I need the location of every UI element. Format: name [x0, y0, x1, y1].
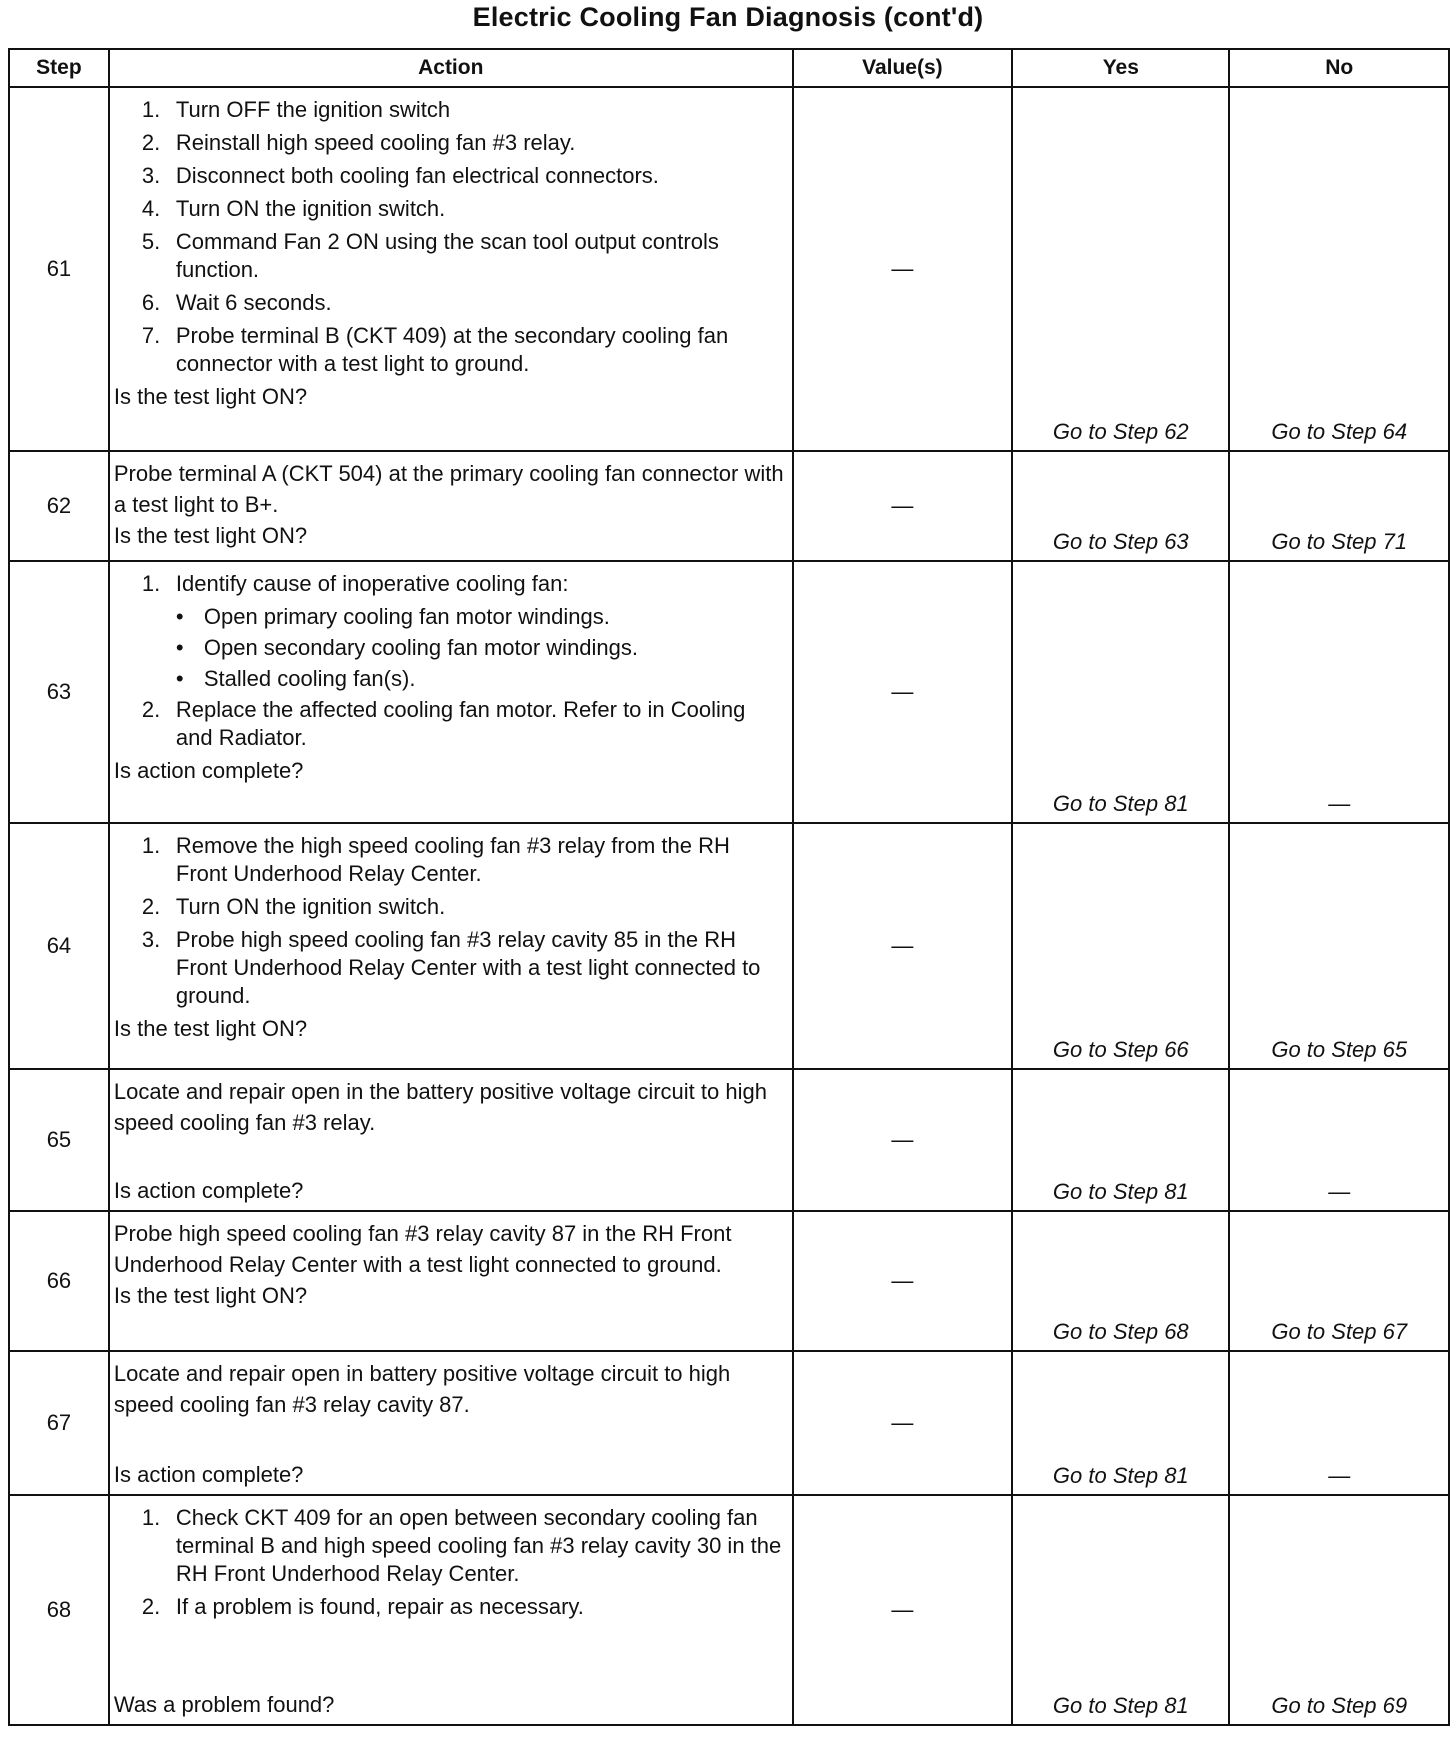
- diagnosis-table: [8, 48, 1450, 1726]
- step-number: 64: [9, 823, 109, 1069]
- action-question: Is the test light ON?: [113, 523, 308, 548]
- table-row: [9, 451, 1449, 561]
- action-item: 6. Wait 6 seconds.: [141, 290, 332, 315]
- action-item: 3. Probe high speed cooling fan #3 relay cavity 85 in the RH Front Underhood Relay Center with a test light connected to ground.: [141, 927, 761, 1008]
- page-title: Electric Cooling Fan Diagnosis (cont'd): [472, 2, 984, 32]
- header-step: Step: [9, 49, 109, 87]
- action-question: Is the test light ON?: [113, 1016, 308, 1041]
- action-cell: [109, 451, 793, 561]
- table-row: [9, 1351, 1449, 1495]
- step-number: 67: [9, 1351, 109, 1495]
- yes-cell: Go to Step 81: [1012, 1495, 1229, 1725]
- value-cell: —: [793, 1495, 1013, 1725]
- table-header-row: [9, 49, 1449, 87]
- table-row: [9, 1495, 1449, 1725]
- no-cell: —: [1229, 1069, 1449, 1211]
- no-cell: Go to Step 71: [1229, 451, 1449, 561]
- header-yes: Yes: [1012, 49, 1229, 87]
- action-item: 1. Check CKT 409 for an open between secondary cooling fan terminal B and high speed cooling fan #3 relay cavity 30 in the RH Front Underhood Relay Center.: [141, 1505, 782, 1586]
- value-cell: —: [793, 87, 1013, 451]
- step-number: 61: [9, 87, 109, 451]
- action-cell: [109, 1351, 793, 1495]
- yes-cell: Go to Step 81: [1012, 561, 1229, 823]
- yes-cell: Go to Step 66: [1012, 823, 1229, 1069]
- action-item: 2. Replace the affected cooling fan motor. Refer to in Cooling and Radiator.: [141, 697, 746, 750]
- action-item: 2. Reinstall high speed cooling fan #3 relay.: [141, 130, 576, 155]
- action-bullet: • Stalled cooling fan(s).: [175, 666, 416, 691]
- action-question: Is action complete?: [113, 1462, 304, 1487]
- action-text: Locate and repair open in the battery positive voltage circuit to high speed cooling fan #3 relay.: [113, 1079, 767, 1135]
- action-item: 4. Turn ON the ignition switch.: [141, 196, 446, 221]
- action-question: Is the test light ON?: [113, 1283, 308, 1308]
- header-no: No: [1229, 49, 1449, 87]
- step-number: 68: [9, 1495, 109, 1725]
- action-item: 7. Probe terminal B (CKT 409) at the secondary cooling fan connector with a test light to ground.: [141, 323, 729, 376]
- table-row: [9, 87, 1449, 451]
- header-values: Value(s): [793, 49, 1013, 87]
- action-question: Is the test light ON?: [113, 384, 308, 409]
- header-action: Action: [109, 49, 793, 87]
- step-number: 62: [9, 451, 109, 561]
- action-cell: [109, 561, 793, 823]
- action-cell: [109, 1069, 793, 1211]
- yes-cell: Go to Step 63: [1012, 451, 1229, 561]
- no-cell: Go to Step 65: [1229, 823, 1449, 1069]
- action-bullet: • Open secondary cooling fan motor windings.: [175, 635, 639, 660]
- action-item: 1. Turn OFF the ignition switch: [141, 97, 451, 122]
- step-number: 65: [9, 1069, 109, 1211]
- action-question: Is action complete?: [113, 758, 304, 783]
- action-cell: [109, 87, 793, 451]
- table-row: [9, 1211, 1449, 1351]
- value-cell: —: [793, 561, 1013, 823]
- no-cell: Go to Step 64: [1229, 87, 1449, 451]
- action-item: 1. Remove the high speed cooling fan #3 relay from the RH Front Underhood Relay Center.: [141, 833, 730, 886]
- value-cell: —: [793, 1069, 1013, 1211]
- step-number: 63: [9, 561, 109, 823]
- action-item: 5. Command Fan 2 ON using the scan tool output controls function.: [141, 229, 719, 282]
- no-cell: —: [1229, 1351, 1449, 1495]
- table-row: [9, 1069, 1449, 1211]
- action-item: 1. Identify cause of inoperative cooling fan:: [141, 571, 569, 596]
- action-text: Locate and repair open in battery positive voltage circuit to high speed cooling fan #3 relay cavity 87.: [113, 1361, 731, 1417]
- table-row: [9, 823, 1449, 1069]
- no-cell: Go to Step 67: [1229, 1211, 1449, 1351]
- action-bullet: • Open primary cooling fan motor windings.: [175, 604, 610, 629]
- action-item: 3. Disconnect both cooling fan electrical connectors.: [141, 163, 659, 188]
- action-text: Probe terminal A (CKT 504) at the primary cooling fan connector with a test light to B+.: [113, 461, 784, 517]
- yes-cell: Go to Step 68: [1012, 1211, 1229, 1351]
- action-cell: [109, 823, 793, 1069]
- action-cell: [109, 1495, 793, 1725]
- value-cell: —: [793, 1211, 1013, 1351]
- action-item: 2. Turn ON the ignition switch.: [141, 894, 446, 919]
- value-cell: —: [793, 1351, 1013, 1495]
- action-item: 2. If a problem is found, repair as necessary.: [141, 1594, 584, 1619]
- yes-cell: Go to Step 81: [1012, 1351, 1229, 1495]
- step-number: 66: [9, 1211, 109, 1351]
- action-text: Probe high speed cooling fan #3 relay cavity 87 in the RH Front Underhood Relay Center with a test light connected to ground.: [113, 1221, 732, 1277]
- no-cell: Go to Step 69: [1229, 1495, 1449, 1725]
- action-question: Was a problem found?: [113, 1692, 335, 1717]
- no-cell: —: [1229, 561, 1449, 823]
- value-cell: —: [793, 451, 1013, 561]
- action-question: Is action complete?: [113, 1178, 304, 1203]
- action-cell: [109, 1211, 793, 1351]
- yes-cell: Go to Step 81: [1012, 1069, 1229, 1211]
- value-cell: —: [793, 823, 1013, 1069]
- yes-cell: Go to Step 62: [1012, 87, 1229, 451]
- table-row: [9, 561, 1449, 823]
